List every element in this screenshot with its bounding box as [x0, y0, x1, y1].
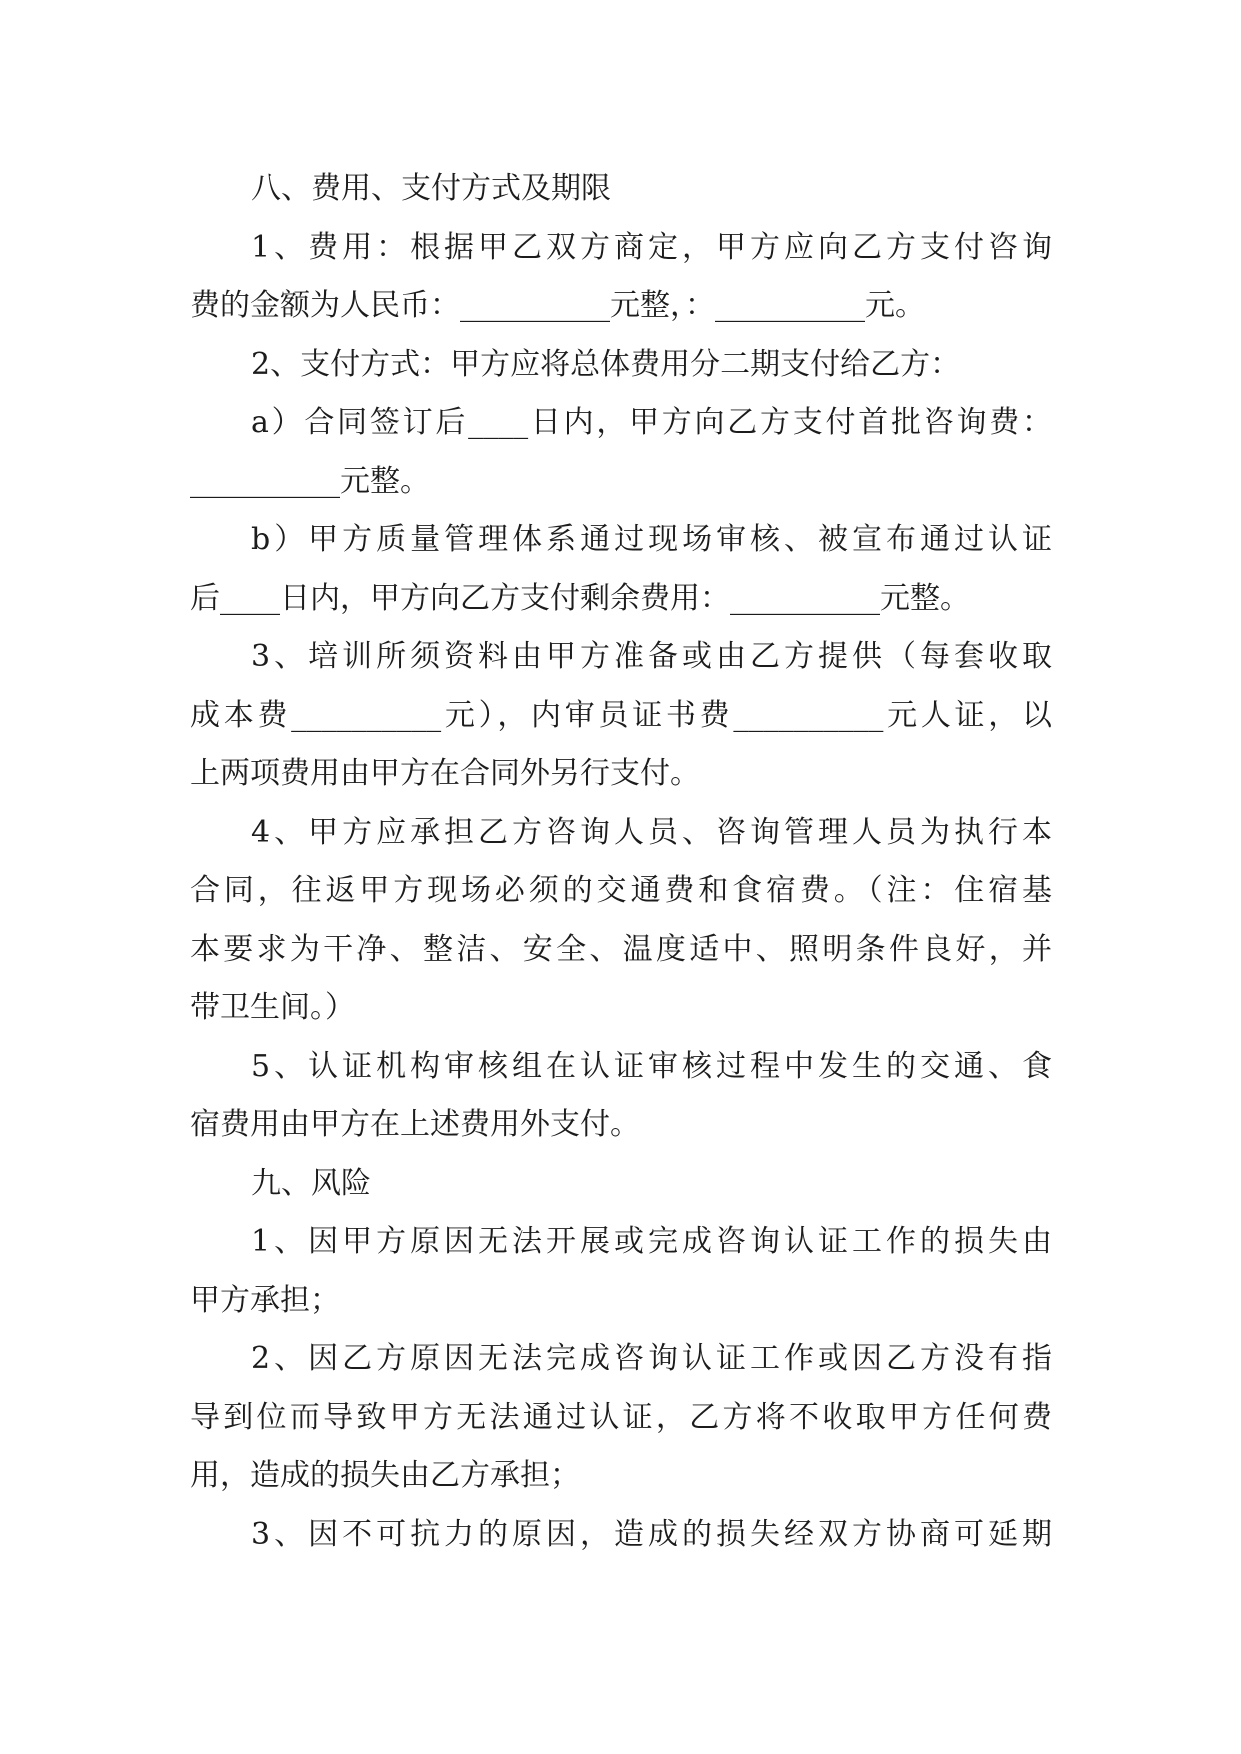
- paragraph-line: 带卫生间。）: [190, 990, 355, 1025]
- paragraph-line: 3、因不可抗力的原因，造成的损失经双方协商可延期: [251, 1516, 1052, 1552]
- paragraph-line: 4、甲方应承担乙方咨询人员、咨询管理人员为执行本: [251, 814, 1052, 850]
- paragraph-line: b）甲方质量管理体系通过现场审核、被宣布通过认证: [251, 522, 1052, 557]
- paragraph-line: 费的金额为人民币：__________元整，：__________元。: [190, 288, 925, 323]
- paragraph-line: 后____日内，甲方向乙方支付剩余费用：__________元整。: [190, 580, 970, 616]
- paragraph-line: 宿费用由甲方在上述费用外支付。: [190, 1107, 640, 1142]
- paragraph-line: 2、支付方式：甲方应将总体费用分二期支付给乙方：: [251, 346, 961, 382]
- paragraph-line: 1、因甲方原因无法开展或完成咨询认证工作的损失由: [251, 1224, 1052, 1259]
- paragraph-line: 导到位而导致甲方无法通过认证，乙方将不收取甲方任何费: [190, 1399, 1052, 1435]
- paragraph-line: __________元整。: [190, 463, 430, 499]
- document-body: [190, 160, 1052, 1564]
- paragraph-line: 成本费__________元），内审员证书费__________元人证，以: [190, 697, 1052, 733]
- paragraph-line: 2、因乙方原因无法完成咨询认证工作或因乙方没有指: [251, 1341, 1052, 1376]
- section-heading-risk: 九、风险: [251, 1165, 371, 1201]
- paragraph-line: 合同，往返甲方现场必须的交通费和食宿费。（注：住宿基: [190, 873, 1052, 908]
- paragraph-line: 3、培训所须资料由甲方准备或由乙方提供（每套收取: [251, 639, 1052, 674]
- paragraph-line: 甲方承担；: [190, 1282, 340, 1318]
- paragraph-line: a）合同签订后____日内，甲方向乙方支付首批咨询费：: [251, 405, 1052, 440]
- paragraph-line: 上两项费用由甲方在合同外另行支付。: [190, 756, 700, 791]
- section-heading-fees: 八、费用、支付方式及期限: [251, 171, 611, 206]
- paragraph-line: 用，造成的损失由乙方承担；: [190, 1458, 580, 1493]
- paragraph-line: 本要求为干净、整洁、安全、温度适中、照明条件良好，并: [190, 931, 1052, 967]
- paragraph-line: 1、费用：根据甲乙双方商定，甲方应向乙方支付咨询: [251, 229, 1052, 265]
- paragraph-line: 5、认证机构审核组在认证审核过程中发生的交通、食: [251, 1048, 1052, 1084]
